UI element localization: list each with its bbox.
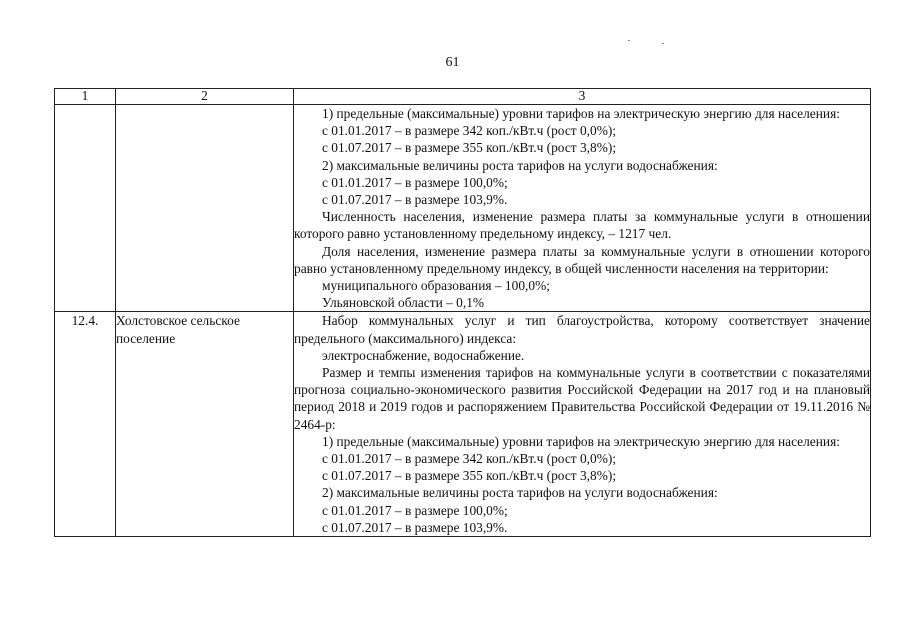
description-paragraph: 2) максимальные величины роста тарифов на услуги водоснабжения:	[322, 157, 718, 173]
description-paragraph: с 01.01.2017 – в размере 100,0%;	[322, 174, 508, 190]
column-header-1: 1	[55, 89, 116, 105]
settlement-name-cell	[116, 105, 294, 312]
table-row	[55, 105, 871, 312]
description-cell	[294, 312, 871, 537]
description-paragraph: Размер и темпы изменения тарифов на коммунальные услуги в соответствии с показателями прогноза социально-экономического развития Российской Федерации на 2017 год и на плановый период 2018 и 2019 годов и распоряжением Правительства Российской Федерации от 19.11.2016 № 2464-р:	[294, 365, 870, 432]
description-paragraph: с 01.07.2017 – в размере 355 коп./кВт.ч (рост 3,8%);	[322, 468, 617, 484]
description-paragraph: с 01.01.2017 – в размере 100,0%;	[322, 502, 508, 518]
description-paragraph: муниципального образования – 100,0%;	[322, 278, 550, 294]
description-paragraph: электроснабжение, водоснабжение.	[322, 347, 525, 363]
description-paragraph: с 01.07.2017 – в размере 103,9%.	[322, 519, 508, 535]
description-paragraph: 2) максимальные величины роста тарифов на услуги водоснабжения:	[322, 485, 718, 501]
scan-speck	[628, 40, 630, 41]
row-number-cell: 12.4.	[55, 312, 116, 537]
table-row	[55, 312, 871, 537]
table-header-row	[55, 89, 871, 105]
description-paragraph: Ульяновской области – 0,1%	[322, 295, 485, 311]
description-paragraph: с 01.07.2017 – в размере 355 коп./кВт.ч (рост 3,8%);	[322, 140, 617, 156]
description-paragraph: Доля населения, изменение размера платы за коммунальные услуги в отношении которого равно установленному предельному индексу, в общей численности населения на территории:	[294, 243, 870, 276]
description-cell	[294, 105, 871, 312]
description-paragraph: Набор коммунальных услуг и тип благоустройства, которому соответствует значение предельного (максимального) индекса:	[294, 313, 870, 346]
description-paragraph: 1) предельные (максимальные) уровни тарифов на электрическую энергию для населения:	[322, 106, 840, 121]
description-paragraph: Численность населения, изменение размера платы за коммунальные услуги в отношении которого равно установленному предельному индексу, – 1217 чел.	[294, 209, 870, 242]
page-number: 61	[445, 55, 460, 70]
description-paragraph: 1) предельные (максимальные) уровни тарифов на электрическую энергию для населения:	[322, 433, 840, 449]
row-number-cell	[55, 105, 116, 312]
settlement-name-cell: Холстовское сельское поселение	[116, 312, 294, 537]
column-header-3: 3	[294, 89, 871, 105]
column-header-2: 2	[116, 89, 294, 105]
scan-speck	[662, 43, 664, 44]
description-paragraph: с 01.07.2017 – в размере 103,9%.	[322, 192, 508, 208]
tariff-table	[54, 88, 871, 537]
description-paragraph: с 01.01.2017 – в размере 342 коп./кВт.ч (рост 0,0%);	[322, 123, 617, 139]
description-paragraph: с 01.01.2017 – в размере 342 коп./кВт.ч (рост 0,0%);	[322, 451, 617, 467]
